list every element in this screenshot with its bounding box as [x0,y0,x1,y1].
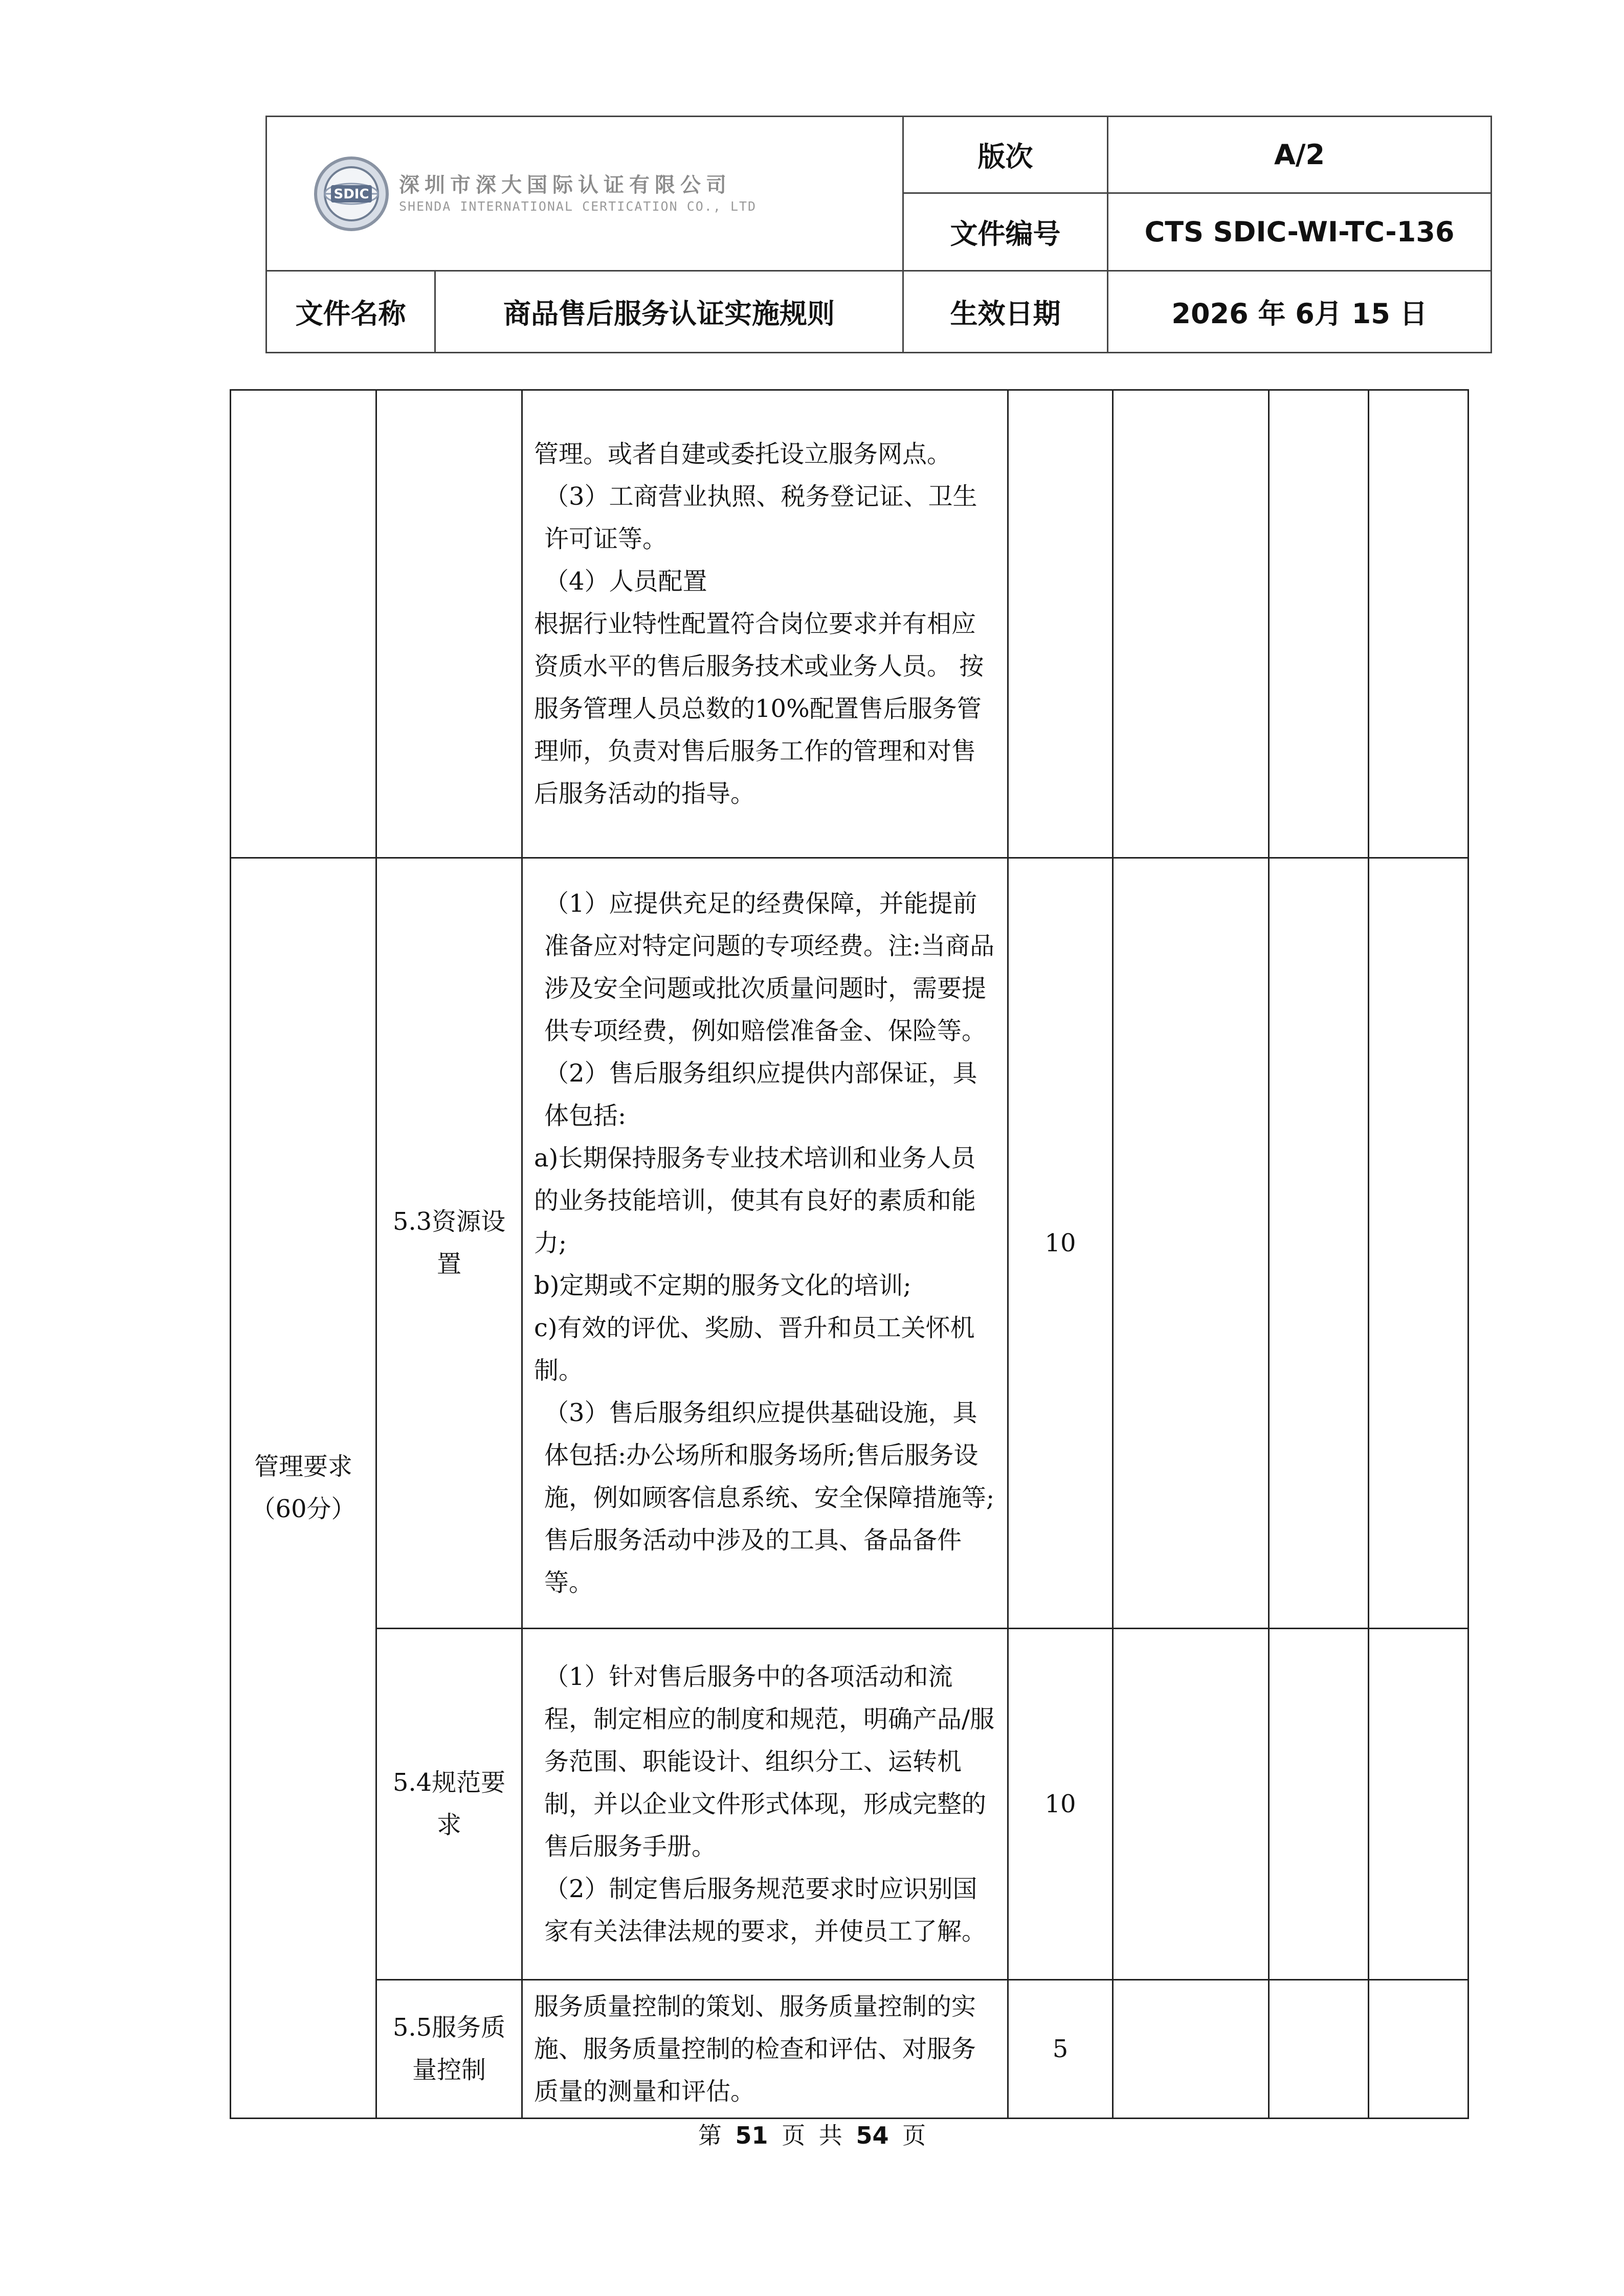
score-cell: 10 [1008,858,1113,1629]
content-paragraph: （2）制定售后服务规范要求时应识别国家有关法律法规的要求，并使员工了解。 [544,1874,987,1946]
content-paragraph: （1）针对售后服务中的各项活动和流程，制定相应的制度和规范，明确产品/服务范围、职能设计、组织分工、运转机制，并以企业文件形式体现，形成完整的售后服务手册。 [544,1662,995,1861]
content-paragraph: （3）工商营业执照、税务登记证、卫生许可证等。 [544,482,977,553]
blank-cell [1269,390,1369,858]
content-paragraph: （1）应提供充足的经费保障，并能提前准备应对特定问题的专项经费。注:当商品涉及安全问题或批次质量问题时，需要提供专项经费，例如赔偿准备金、保险等。 [544,889,995,1045]
version-value: A/2 [1108,117,1492,193]
blank-cell [1369,858,1469,1629]
score-cell: 10 [1008,1629,1113,1980]
category-cell [231,390,376,858]
doc-number-label: 文件编号 [903,193,1108,271]
content-cell [522,1980,1008,2119]
company-name-cn: 深圳市深大国际认证有限公司 [399,172,731,197]
doc-number-value: CTS SDIC-WI-TC-136 [1108,193,1492,271]
content-cell [522,1629,1008,1980]
item-cell: 5.3资源设置 [376,858,522,1629]
doc-name-value: 商品售后服务认证实施规则 [435,271,903,353]
content-cell [522,390,1008,858]
page-prefix: 第 [698,2122,722,2149]
content-paragraph: 服务质量控制的策划、服务质量控制的实施、服务质量控制的检查和评估、对服务质量的测量和评估。 [534,1992,976,2106]
item-cell: 5.4规范要求 [376,1629,522,1980]
blank-cell [1113,858,1269,1629]
page-suffix: 页 [902,2122,926,2149]
content-paragraph: 管理。或者自建或委托设立服务网点。 [534,439,952,468]
table-row [231,1629,1469,1980]
doc-name-label: 文件名称 [266,271,435,353]
blank-cell [1369,390,1469,858]
table-row [231,1980,1469,2119]
content-paragraph: （4）人员配置 [544,567,707,596]
score-cell: 5 [1008,1980,1113,2119]
page-mid: 页 共 [782,2122,842,2149]
evaluation-table [230,389,1469,2119]
content-paragraph: （3）售后服务组织应提供基础设施，具体包括:办公场所和服务场所;售后服务设施，例如顾客信息系统、安全保障措施等;售后服务活动中涉及的工具、备品备件等。 [544,1398,995,1597]
blank-cell [1269,1629,1369,1980]
blank-cell [1113,1629,1269,1980]
company-name-en: SHENDA INTERNATIONAL CERTICATION CO., LTD [399,198,757,214]
table-row [231,858,1469,1629]
score-cell [1008,390,1113,858]
page-total: 54 [856,2122,889,2149]
content-paragraph: （2）售后服务组织应提供内部保证，具体包括: [544,1059,977,1130]
item-cell: 5.5服务质量控制 [376,1980,522,2119]
content-paragraph: a)长期保持服务专业技术培训和业务人员的业务技能培训，使其有良好的素质和能力; [534,1143,976,1257]
category-cell: 管理要求（60分） [231,858,376,2119]
content-paragraph: 根据行业特性配置符合岗位要求并有相应资质水平的售后服务技术或业务人员。 按服务管理人员总数的10%配置售后服务管理师，负责对售后服务工作的管理和对售后服务活动的指导。 [534,609,984,808]
blank-cell [1369,1980,1469,2119]
content-paragraph: b)定期或不定期的服务文化的培训; [534,1271,911,1300]
version-label: 版次 [903,117,1108,193]
page-current: 51 [735,2122,768,2149]
blank-cell [1369,1629,1469,1980]
content-paragraph: c)有效的评优、奖励、晋升和员工关怀机制。 [534,1313,975,1385]
page-footer [0,2117,1624,2151]
blank-cell [1113,390,1269,858]
blank-cell [1113,1980,1269,2119]
content-cell [522,858,1008,1629]
blank-cell [1269,1980,1369,2119]
blank-cell [1269,858,1369,1629]
svg-text:SDIC: SDIC [333,186,369,202]
company-logo-cell [266,117,903,271]
table-row [231,390,1469,858]
effective-date-value: 2026 年 6月 15 日 [1108,271,1492,353]
effective-date-label: 生效日期 [903,271,1108,353]
item-cell [376,390,522,858]
document-header [265,116,1492,353]
company-logo-icon [313,155,390,232]
